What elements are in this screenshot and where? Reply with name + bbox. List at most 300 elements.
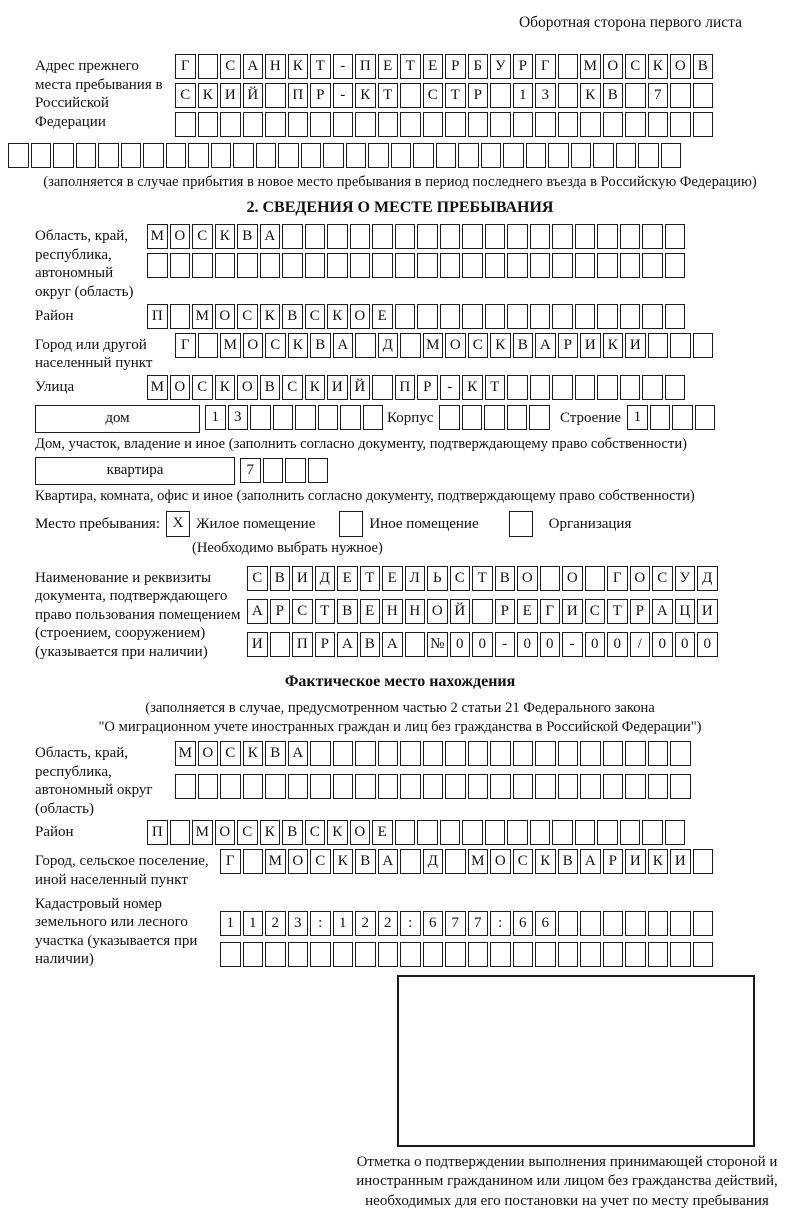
char-cell[interactable] (648, 911, 669, 936)
char-cell[interactable]: В (495, 566, 516, 591)
char-cell[interactable]: Р (270, 599, 291, 624)
char-cell[interactable]: И (247, 632, 268, 657)
char-cell[interactable]: 0 (517, 632, 538, 657)
char-cell[interactable] (484, 405, 505, 430)
char-cell[interactable] (603, 741, 624, 766)
char-cell[interactable] (188, 143, 209, 168)
char-cell[interactable]: 1 (627, 405, 648, 430)
char-cell[interactable] (400, 112, 421, 137)
char-cell[interactable]: К (215, 224, 236, 249)
char-cell[interactable]: К (288, 333, 309, 358)
char-cell[interactable] (693, 849, 714, 874)
char-cell[interactable] (530, 224, 551, 249)
char-cell[interactable]: А (288, 741, 309, 766)
char-cell[interactable]: В (282, 304, 303, 329)
char-cell[interactable]: О (215, 820, 236, 845)
char-cell[interactable]: 0 (585, 632, 606, 657)
char-cell[interactable]: И (562, 599, 583, 624)
char-cell[interactable] (535, 741, 556, 766)
char-cell[interactable] (503, 143, 524, 168)
char-cell[interactable] (400, 741, 421, 766)
char-cell[interactable]: 3 (228, 405, 249, 430)
char-cell[interactable] (327, 253, 348, 278)
char-cell[interactable] (170, 253, 191, 278)
char-cell[interactable] (485, 253, 506, 278)
char-cell[interactable]: 2 (355, 911, 376, 936)
char-cell[interactable] (121, 143, 142, 168)
char-cell[interactable] (575, 375, 596, 400)
char-cell[interactable] (198, 112, 219, 137)
char-cell[interactable] (530, 253, 551, 278)
char-cell[interactable] (391, 143, 412, 168)
char-cell[interactable] (308, 458, 329, 483)
char-cell[interactable] (378, 741, 399, 766)
char-cell[interactable]: В (693, 54, 714, 79)
char-cell[interactable] (318, 405, 339, 430)
char-cell[interactable] (265, 942, 286, 967)
char-cell[interactable] (310, 112, 331, 137)
char-cell[interactable]: Е (423, 54, 444, 79)
char-cell[interactable] (282, 224, 303, 249)
char-cell[interactable]: С (652, 566, 673, 591)
char-cell[interactable]: В (265, 741, 286, 766)
char-cell[interactable]: Т (315, 599, 336, 624)
char-cell[interactable] (170, 304, 191, 329)
char-cell[interactable]: О (603, 54, 624, 79)
char-cell[interactable] (672, 405, 693, 430)
char-cell[interactable]: С (237, 304, 258, 329)
char-cell[interactable] (288, 774, 309, 799)
char-cell[interactable] (423, 774, 444, 799)
char-cell[interactable] (417, 224, 438, 249)
char-cell[interactable]: Е (382, 566, 403, 591)
char-cell[interactable] (490, 774, 511, 799)
char-cell[interactable]: 1 (220, 911, 241, 936)
char-cell[interactable]: Й (350, 375, 371, 400)
char-cell[interactable]: Ц (675, 599, 696, 624)
char-cell[interactable]: В (603, 83, 624, 108)
char-cell[interactable] (310, 942, 331, 967)
char-cell[interactable]: М (423, 333, 444, 358)
char-cell[interactable]: С (282, 375, 303, 400)
other-premises-checkbox[interactable] (339, 511, 363, 537)
char-cell[interactable] (53, 143, 74, 168)
char-cell[interactable] (8, 143, 29, 168)
char-cell[interactable]: В (355, 849, 376, 874)
char-cell[interactable] (580, 112, 601, 137)
char-cell[interactable] (346, 143, 367, 168)
char-cell[interactable]: С (625, 54, 646, 79)
char-cell[interactable] (413, 143, 434, 168)
char-cell[interactable]: К (648, 849, 669, 874)
char-cell[interactable] (558, 54, 579, 79)
char-cell[interactable] (440, 304, 461, 329)
char-cell[interactable] (603, 942, 624, 967)
char-cell[interactable] (243, 112, 264, 137)
char-cell[interactable] (620, 224, 641, 249)
char-cell[interactable]: Е (372, 820, 393, 845)
char-cell[interactable] (638, 143, 659, 168)
char-cell[interactable] (490, 83, 511, 108)
char-cell[interactable] (273, 405, 294, 430)
char-cell[interactable]: С (220, 741, 241, 766)
char-cell[interactable]: Е (378, 54, 399, 79)
char-cell[interactable] (263, 458, 284, 483)
char-cell[interactable]: К (648, 54, 669, 79)
char-cell[interactable]: - (333, 83, 354, 108)
char-cell[interactable]: Р (468, 83, 489, 108)
char-cell[interactable] (693, 112, 714, 137)
char-cell[interactable] (462, 820, 483, 845)
char-cell[interactable]: В (310, 333, 331, 358)
char-cell[interactable]: - (440, 375, 461, 400)
char-cell[interactable] (220, 942, 241, 967)
char-cell[interactable]: В (360, 632, 381, 657)
char-cell[interactable]: С (175, 83, 196, 108)
char-cell[interactable] (423, 741, 444, 766)
char-cell[interactable]: В (558, 849, 579, 874)
char-cell[interactable] (693, 911, 714, 936)
char-cell[interactable] (548, 143, 569, 168)
char-cell[interactable] (395, 253, 416, 278)
char-cell[interactable] (327, 224, 348, 249)
char-cell[interactable] (468, 774, 489, 799)
char-cell[interactable] (378, 774, 399, 799)
char-cell[interactable] (265, 774, 286, 799)
char-cell[interactable] (620, 375, 641, 400)
char-cell[interactable]: Р (310, 83, 331, 108)
char-cell[interactable] (237, 253, 258, 278)
char-cell[interactable]: 7 (468, 911, 489, 936)
char-cell[interactable]: К (490, 333, 511, 358)
char-cell[interactable]: И (580, 333, 601, 358)
char-cell[interactable]: К (603, 333, 624, 358)
char-cell[interactable]: Й (450, 599, 471, 624)
char-cell[interactable]: О (630, 566, 651, 591)
char-cell[interactable]: К (580, 83, 601, 108)
char-cell[interactable]: С (468, 333, 489, 358)
char-cell[interactable]: О (670, 54, 691, 79)
organization-checkbox[interactable] (509, 511, 533, 537)
char-cell[interactable]: О (350, 820, 371, 845)
char-cell[interactable]: № (427, 632, 448, 657)
char-cell[interactable] (648, 112, 669, 137)
char-cell[interactable]: А (243, 54, 264, 79)
char-cell[interactable]: Т (400, 54, 421, 79)
char-cell[interactable] (552, 304, 573, 329)
char-cell[interactable]: Г (175, 333, 196, 358)
char-cell[interactable] (445, 112, 466, 137)
char-cell[interactable]: Т (485, 375, 506, 400)
char-cell[interactable]: С (237, 820, 258, 845)
char-cell[interactable]: К (198, 83, 219, 108)
char-cell[interactable] (665, 820, 686, 845)
char-cell[interactable] (625, 774, 646, 799)
char-cell[interactable] (468, 741, 489, 766)
char-cell[interactable] (526, 143, 547, 168)
char-cell[interactable] (530, 375, 551, 400)
char-cell[interactable] (580, 774, 601, 799)
char-cell[interactable]: С (247, 566, 268, 591)
char-cell[interactable]: А (378, 849, 399, 874)
char-cell[interactable] (648, 774, 669, 799)
char-cell[interactable] (575, 224, 596, 249)
char-cell[interactable]: Л (405, 566, 426, 591)
char-cell[interactable]: В (270, 566, 291, 591)
char-cell[interactable] (76, 143, 97, 168)
char-cell[interactable]: О (562, 566, 583, 591)
char-cell[interactable] (395, 224, 416, 249)
char-cell[interactable]: Т (360, 566, 381, 591)
char-cell[interactable]: 0 (675, 632, 696, 657)
char-cell[interactable] (333, 774, 354, 799)
char-cell[interactable]: Ь (427, 566, 448, 591)
char-cell[interactable] (310, 741, 331, 766)
char-cell[interactable]: А (652, 599, 673, 624)
char-cell[interactable] (552, 253, 573, 278)
char-cell[interactable] (670, 112, 691, 137)
char-cell[interactable]: К (327, 820, 348, 845)
char-cell[interactable]: К (333, 849, 354, 874)
char-cell[interactable] (485, 820, 506, 845)
char-cell[interactable] (513, 942, 534, 967)
char-cell[interactable]: К (288, 54, 309, 79)
char-cell[interactable]: 0 (472, 632, 493, 657)
char-cell[interactable]: О (170, 224, 191, 249)
char-cell[interactable]: : (310, 911, 331, 936)
char-cell[interactable] (665, 253, 686, 278)
char-cell[interactable] (301, 143, 322, 168)
char-cell[interactable] (513, 741, 534, 766)
char-cell[interactable]: В (282, 820, 303, 845)
char-cell[interactable]: 1 (333, 911, 354, 936)
char-cell[interactable]: М (220, 333, 241, 358)
char-cell[interactable] (440, 224, 461, 249)
char-cell[interactable]: М (265, 849, 286, 874)
char-cell[interactable] (265, 112, 286, 137)
char-cell[interactable]: К (243, 741, 264, 766)
char-cell[interactable] (507, 820, 528, 845)
char-cell[interactable] (378, 942, 399, 967)
char-cell[interactable]: В (237, 224, 258, 249)
char-cell[interactable]: 6 (513, 911, 534, 936)
char-cell[interactable] (490, 741, 511, 766)
char-cell[interactable]: 0 (540, 632, 561, 657)
char-cell[interactable]: 1 (243, 911, 264, 936)
house-type-box[interactable]: дом (35, 405, 200, 433)
char-cell[interactable] (175, 774, 196, 799)
char-cell[interactable] (665, 304, 686, 329)
char-cell[interactable] (507, 405, 528, 430)
char-cell[interactable] (423, 112, 444, 137)
char-cell[interactable] (192, 253, 213, 278)
char-cell[interactable]: Р (315, 632, 336, 657)
residential-checkbox[interactable]: X (166, 511, 190, 537)
char-cell[interactable] (462, 253, 483, 278)
char-cell[interactable] (256, 143, 277, 168)
char-cell[interactable]: М (468, 849, 489, 874)
char-cell[interactable] (597, 375, 618, 400)
char-cell[interactable] (620, 820, 641, 845)
char-cell[interactable]: С (310, 849, 331, 874)
char-cell[interactable] (417, 820, 438, 845)
char-cell[interactable] (220, 774, 241, 799)
char-cell[interactable] (642, 820, 663, 845)
char-cell[interactable] (648, 333, 669, 358)
char-cell[interactable] (417, 253, 438, 278)
char-cell[interactable] (340, 405, 361, 430)
char-cell[interactable]: С (305, 304, 326, 329)
char-cell[interactable] (513, 112, 534, 137)
char-cell[interactable] (507, 224, 528, 249)
char-cell[interactable]: Т (310, 54, 331, 79)
char-cell[interactable] (445, 849, 466, 874)
char-cell[interactable] (355, 112, 376, 137)
char-cell[interactable] (462, 224, 483, 249)
char-cell[interactable] (552, 224, 573, 249)
char-cell[interactable] (333, 112, 354, 137)
char-cell[interactable]: О (215, 304, 236, 329)
char-cell[interactable] (288, 942, 309, 967)
char-cell[interactable] (440, 820, 461, 845)
char-cell[interactable]: А (382, 632, 403, 657)
char-cell[interactable]: Б (468, 54, 489, 79)
char-cell[interactable] (400, 849, 421, 874)
char-cell[interactable] (597, 224, 618, 249)
char-cell[interactable] (648, 942, 669, 967)
char-cell[interactable]: И (670, 849, 691, 874)
char-cell[interactable] (333, 942, 354, 967)
char-cell[interactable]: Т (445, 83, 466, 108)
char-cell[interactable] (215, 253, 236, 278)
char-cell[interactable] (603, 112, 624, 137)
char-cell[interactable] (670, 83, 691, 108)
char-cell[interactable] (472, 599, 493, 624)
char-cell[interactable] (693, 83, 714, 108)
char-cell[interactable] (462, 304, 483, 329)
char-cell[interactable]: К (462, 375, 483, 400)
char-cell[interactable] (670, 774, 691, 799)
char-cell[interactable] (540, 566, 561, 591)
char-cell[interactable]: С (292, 599, 313, 624)
char-cell[interactable] (529, 405, 550, 430)
char-cell[interactable] (270, 632, 291, 657)
char-cell[interactable]: Г (607, 566, 628, 591)
char-cell[interactable] (597, 253, 618, 278)
char-cell[interactable]: П (395, 375, 416, 400)
char-cell[interactable] (580, 741, 601, 766)
char-cell[interactable] (558, 112, 579, 137)
char-cell[interactable] (558, 942, 579, 967)
char-cell[interactable] (625, 911, 646, 936)
char-cell[interactable] (575, 304, 596, 329)
char-cell[interactable]: В (337, 599, 358, 624)
char-cell[interactable]: 6 (423, 911, 444, 936)
char-cell[interactable]: 7 (240, 458, 261, 483)
char-cell[interactable]: К (327, 304, 348, 329)
char-cell[interactable] (368, 143, 389, 168)
char-cell[interactable]: : (400, 911, 421, 936)
char-cell[interactable] (198, 333, 219, 358)
char-cell[interactable] (147, 253, 168, 278)
char-cell[interactable]: 6 (535, 911, 556, 936)
char-cell[interactable]: - (333, 54, 354, 79)
char-cell[interactable]: О (517, 566, 538, 591)
char-cell[interactable] (400, 942, 421, 967)
char-cell[interactable]: П (288, 83, 309, 108)
char-cell[interactable] (323, 143, 344, 168)
char-cell[interactable] (530, 820, 551, 845)
char-cell[interactable]: Д (315, 566, 336, 591)
char-cell[interactable] (395, 820, 416, 845)
char-cell[interactable] (211, 143, 232, 168)
char-cell[interactable]: 3 (535, 83, 556, 108)
char-cell[interactable] (233, 143, 254, 168)
char-cell[interactable]: К (535, 849, 556, 874)
char-cell[interactable]: Е (360, 599, 381, 624)
char-cell[interactable]: Г (540, 599, 561, 624)
char-cell[interactable]: О (198, 741, 219, 766)
char-cell[interactable]: Е (372, 304, 393, 329)
char-cell[interactable] (400, 333, 421, 358)
char-cell[interactable]: М (580, 54, 601, 79)
char-cell[interactable] (98, 143, 119, 168)
char-cell[interactable]: А (337, 632, 358, 657)
char-cell[interactable]: Н (265, 54, 286, 79)
char-cell[interactable] (580, 942, 601, 967)
char-cell[interactable]: 0 (697, 632, 718, 657)
char-cell[interactable] (143, 143, 164, 168)
char-cell[interactable] (620, 253, 641, 278)
char-cell[interactable]: М (175, 741, 196, 766)
char-cell[interactable] (535, 942, 556, 967)
char-cell[interactable]: 0 (652, 632, 673, 657)
char-cell[interactable] (310, 774, 331, 799)
char-cell[interactable]: Р (630, 599, 651, 624)
char-cell[interactable]: К (355, 83, 376, 108)
char-cell[interactable] (507, 375, 528, 400)
char-cell[interactable] (170, 820, 191, 845)
char-cell[interactable]: О (243, 333, 264, 358)
char-cell[interactable] (250, 405, 271, 430)
char-cell[interactable] (400, 774, 421, 799)
char-cell[interactable]: - (562, 632, 583, 657)
char-cell[interactable] (355, 741, 376, 766)
char-cell[interactable] (642, 253, 663, 278)
char-cell[interactable]: О (427, 599, 448, 624)
char-cell[interactable]: Р (495, 599, 516, 624)
char-cell[interactable] (670, 741, 691, 766)
char-cell[interactable] (363, 405, 384, 430)
char-cell[interactable]: А (247, 599, 268, 624)
char-cell[interactable] (625, 741, 646, 766)
char-cell[interactable]: Р (417, 375, 438, 400)
char-cell[interactable] (417, 304, 438, 329)
char-cell[interactable] (616, 143, 637, 168)
char-cell[interactable]: 7 (445, 911, 466, 936)
char-cell[interactable]: Д (378, 333, 399, 358)
char-cell[interactable] (175, 112, 196, 137)
char-cell[interactable] (693, 333, 714, 358)
char-cell[interactable] (468, 942, 489, 967)
char-cell[interactable]: П (292, 632, 313, 657)
char-cell[interactable] (372, 224, 393, 249)
char-cell[interactable]: Р (513, 54, 534, 79)
char-cell[interactable]: 7 (648, 83, 669, 108)
char-cell[interactable]: Г (535, 54, 556, 79)
char-cell[interactable] (571, 143, 592, 168)
char-cell[interactable] (625, 83, 646, 108)
